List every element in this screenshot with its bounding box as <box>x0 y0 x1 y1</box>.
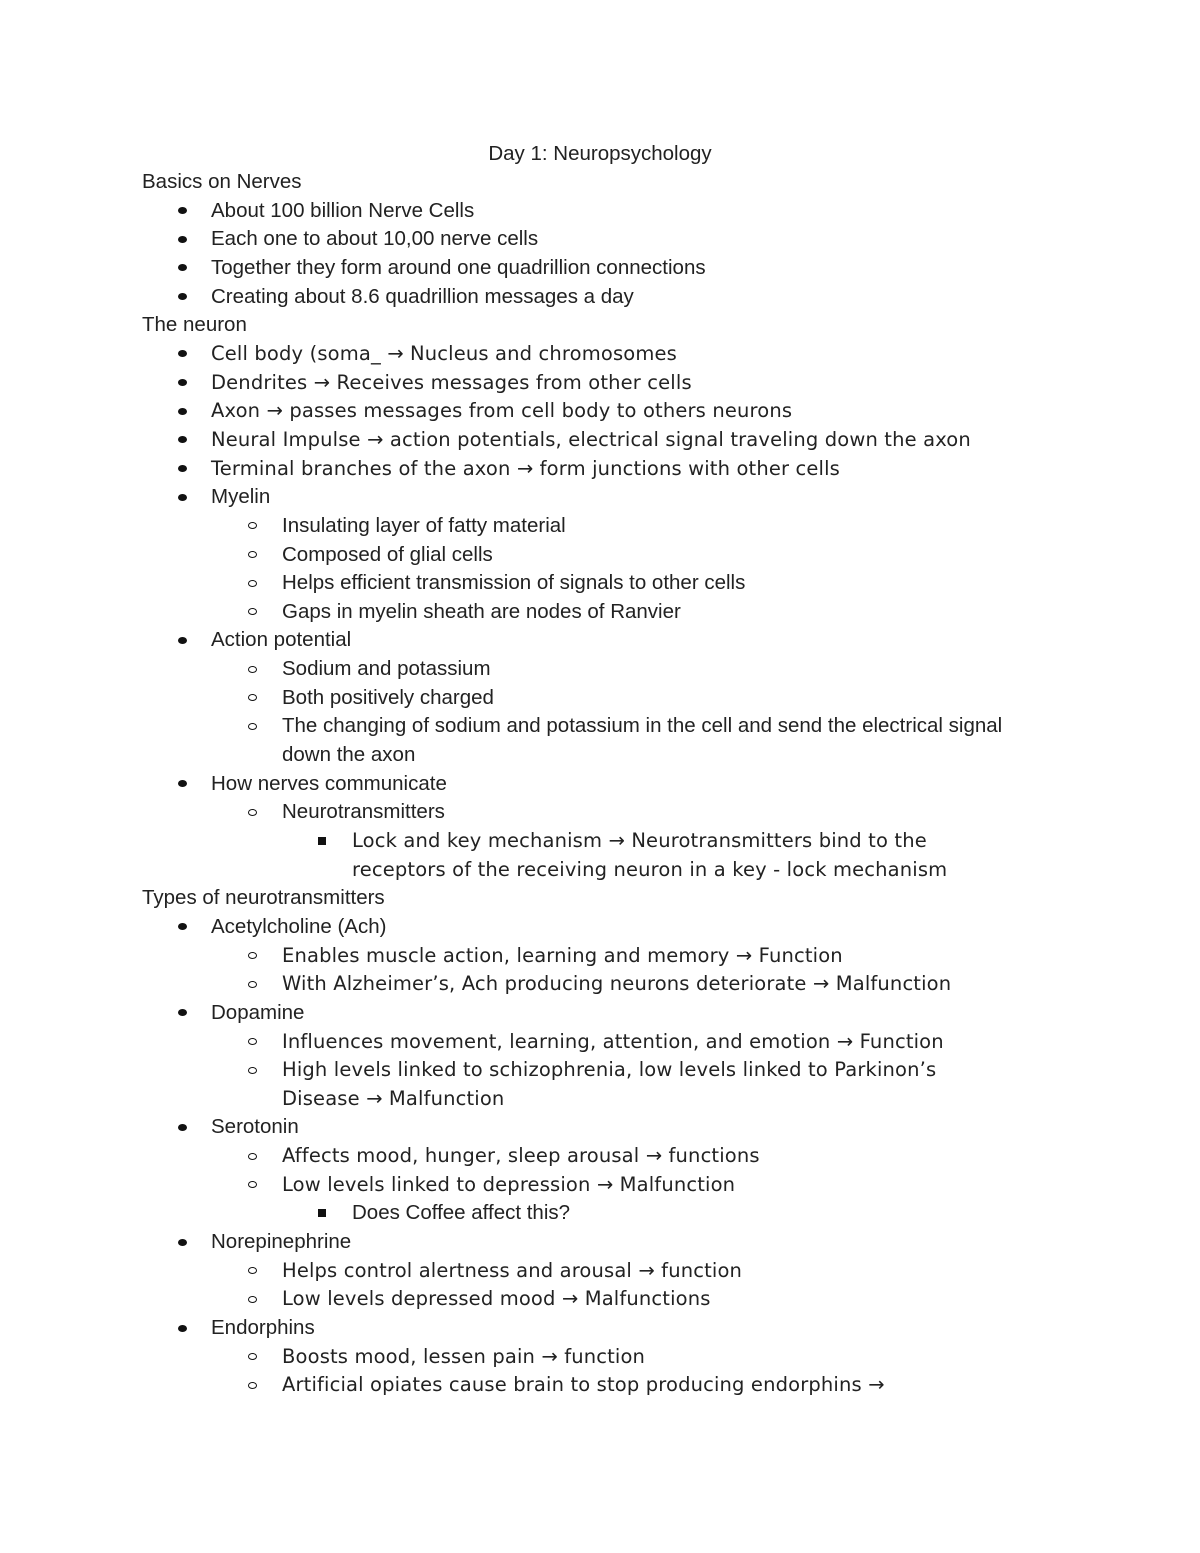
bullet-circle-icon <box>248 1038 257 1045</box>
list-item-text: Lock and key mechanism → Neurotransmitters bind to the <box>352 828 927 852</box>
list-item-text: Endorphins <box>211 1316 315 1339</box>
document-title: Day 1: Neuropsychology <box>488 142 712 165</box>
list-item-text: Neural Impulse → action potentials, electrical signal traveling down the axon <box>211 427 971 451</box>
list-item-text: How nerves communicate <box>211 771 447 795</box>
list-item-text: Both positively charged <box>282 685 494 709</box>
bullet-disc-icon <box>178 780 187 787</box>
list-item-text: Cell body (soma_ → Nucleus and chromosomes <box>211 341 677 365</box>
list-item-text: Myelin <box>211 485 271 509</box>
bullet-circle-icon <box>248 981 257 988</box>
list-item-text: Acetylcholine (Ach) <box>211 914 387 938</box>
bullet-circle-icon <box>248 1267 257 1274</box>
bullet-circle-icon <box>248 608 257 615</box>
list-item-text: Together they form around one quadrillion connections <box>211 255 706 279</box>
list-item-text: Axon → passes messages from cell body to others neurons <box>211 399 793 423</box>
section-heading-text: Basics on Nerves <box>142 170 302 193</box>
bullet-circle-icon <box>248 580 257 587</box>
bullet-circle-icon <box>248 1382 257 1389</box>
bullet-disc-icon <box>178 1009 187 1016</box>
bullet-disc-icon <box>178 350 187 357</box>
bullet-circle-icon <box>248 694 257 701</box>
list-item-text: Boosts mood, lessen pain → function <box>282 1344 646 1368</box>
list-item-text: down the axon <box>282 743 416 766</box>
bullet-circle-icon <box>248 809 257 816</box>
list-item-text: Each one to about 10,00 nerve cells <box>211 227 539 251</box>
list-item-text: Does Coffee affect this? <box>352 1201 571 1225</box>
bullet-circle-icon <box>248 723 257 730</box>
bullet-square-icon <box>318 837 326 845</box>
list-item-text: Artificial opiates cause brain to stop producing endorphins → <box>282 1373 885 1397</box>
list-item-text: Terminal branches of the axon → form junctions with other cells <box>211 456 840 480</box>
section-heading-text: Types of neurotransmitters <box>142 886 385 910</box>
list-item-text: The changing of sodium and potassium in the cell and send the electrical signal <box>282 714 1003 738</box>
bullet-disc-icon <box>178 1124 187 1131</box>
list-item-text: Low levels depressed mood → Malfunctions <box>282 1287 711 1311</box>
bullet-disc-icon <box>178 923 187 930</box>
bullet-square-icon <box>318 1209 326 1217</box>
bullet-disc-icon <box>178 236 187 243</box>
list-item-text: Dendrites → Receives messages from other cells <box>211 370 692 394</box>
bullet-circle-icon <box>248 1296 257 1303</box>
list-item-text: High levels linked to schizophrenia, low levels linked to Parkinon’s <box>282 1058 937 1082</box>
bullet-circle-icon <box>248 1353 257 1360</box>
bullet-circle-icon <box>248 551 257 558</box>
list-item-text: Neurotransmitters <box>282 800 445 824</box>
bullet-disc-icon <box>178 379 187 386</box>
bullet-disc-icon <box>178 637 187 644</box>
list-item-text: Action potential <box>211 628 352 652</box>
bullet-disc-icon <box>178 465 187 472</box>
bullet-disc-icon <box>178 1325 187 1332</box>
bullet-disc-icon <box>178 264 187 271</box>
bullet-circle-icon <box>248 1153 257 1160</box>
bullet-circle-icon <box>248 1067 257 1074</box>
list-item-text: Gaps in myelin sheath are nodes of Ranvier <box>282 599 681 623</box>
list-item-text: Disease → Malfunction <box>282 1086 505 1110</box>
list-item-text: Influences movement, learning, attention, and emotion → Function <box>282 1029 944 1053</box>
bullet-disc-icon <box>178 207 187 214</box>
list-item-text: Affects mood, hunger, sleep arousal → functions <box>282 1144 760 1168</box>
bullet-disc-icon <box>178 293 187 300</box>
list-item-text: With Alzheimer’s, Ach producing neurons deteriorate → Malfunction <box>282 972 952 996</box>
bullet-disc-icon <box>178 1239 187 1246</box>
bullet-disc-icon <box>178 408 187 415</box>
list-item-text: About 100 billion Nerve Cells <box>211 198 475 222</box>
list-item-text: Sodium and potassium <box>282 657 491 680</box>
list-item-text: Helps efficient transmission of signals to other cells <box>282 571 746 595</box>
list-item-text: Creating about 8.6 quadrillion messages a day <box>211 284 634 308</box>
list-item-text: Norepinephrine <box>211 1230 352 1253</box>
bullet-disc-icon <box>178 436 187 443</box>
list-item-text: Composed of glial cells <box>282 542 493 566</box>
bullet-circle-icon <box>248 666 257 673</box>
list-item-text: Low levels linked to depression → Malfunction <box>282 1172 736 1196</box>
list-item-text: Serotonin <box>211 1115 299 1139</box>
section-heading-text: The neuron <box>142 313 247 337</box>
bullet-circle-icon <box>248 522 257 529</box>
list-item-text: receptors of the receiving neuron in a key - lock mechanism <box>352 857 948 881</box>
list-item-text: Helps control alertness and arousal → function <box>282 1258 743 1282</box>
bullet-circle-icon <box>248 952 257 959</box>
bullet-circle-icon <box>248 1181 257 1188</box>
bullet-disc-icon <box>178 494 187 501</box>
list-item-text: Dopamine <box>211 1000 305 1024</box>
list-item-text: Insulating layer of fatty material <box>282 513 566 537</box>
list-item-text: Enables muscle action, learning and memory → Function <box>282 943 843 967</box>
